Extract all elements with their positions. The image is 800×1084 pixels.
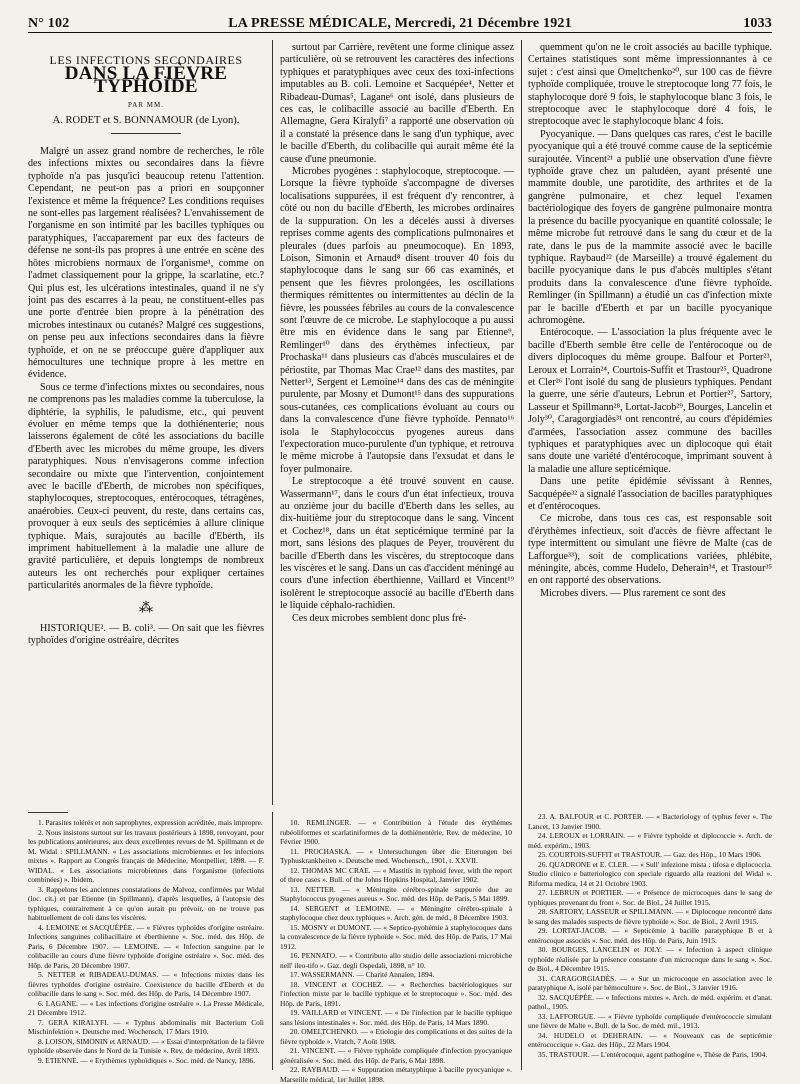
footnote: 24. LEROUX et LORRAIN. — « Fièvre typhoïde et diplococcie ». Arch. de méd. expérim., 1903. bbox=[528, 831, 772, 850]
footnote: 17. WASSERMANN. — Charité Annalen, 1894. bbox=[290, 970, 435, 979]
footnote: 1. Parasites tolérés et non saprophytes, expression acréditée, mais impropre. bbox=[38, 818, 263, 827]
paragraph: Ce microbe, dans tous ces cas, est responsable soit d'érythèmes infectieux, soit d'accès de fièvre affectant le type intermittent ou simulant une fièvre de Malte (cas de Lafforgue³³), soit de complications variées, phlébite, méningite, abcès, comme Hudelo, Deherain³⁴, et Trastour³⁵ en ont rapporté des observations. bbox=[528, 513, 772, 587]
title-rule bbox=[111, 133, 181, 134]
paragraph: Sous ce terme d'infections mixtes ou secondaires, nous ne comprenons pas les maladies comme la tuberculose, la diphtérie, la syphilis, le paludisme, etc., qui peuvent évoluer en même temps que la dothiénenterie; nous laisserons également de côté les associations du bacille d'Eberth avec les microbes du même groupe, les divers paratyphiques. Nous n'envisagerons comme infection secondaire ou mixte que l'intervention, conjointement avec le bacille d'Eberth, de microbes non spécifiques, staphylocoques, streptocoques, entérocoques, tétragènes, anaérobies. Ceux-ci peuvent, du reste, dans certains cas, provoquer à eux seuls des septicémies à allure clinique typhique. Mais, surajoutés au bacille d'Eberth, ils impriment habituellement à la maladie une allure de gravité particulière, et depuis longtemps de nombreux auteurs les ont recherchés pour expliquer certaines particularités anormales de la fièvre typhoïde. bbox=[28, 381, 264, 592]
paragraph: Le streptocoque a été trouvé souvent en cause. Wassermann¹⁷, dans le cours d'un état infectieux, trouva au onzième jour du bacille d'Eberth dans les selles, au dix-huitième jour du streptocoque dans le sang. Vincent et Cochez¹⁸, dans un état septicémique terminé par la mort, sans lésions des plaques de Peyer, trouvèrent du bacille d'Eberth dans les viscères, du streptocoque dans les viscères et le sang. Dans un cas d'accident méningé au cours d'une infection éberthienne, Vaillard et Vincent¹⁹ isolèrent le streptocoque associé au bacille d'Eberth dans le liquide céphalo-rachidien. bbox=[280, 476, 514, 612]
byline-prefix: PAR MM. bbox=[128, 101, 164, 110]
notes-divider bbox=[272, 812, 273, 1070]
paragraph: Entérocoque. — L'association la plus fréquente avec le bacille d'Eberth semble être celle de l'entérocoque ou de divers diplocoques du même groupe. Balfour et Porter²³, Leroux et Lorrain²⁴, Courtois-Suffit et Trastour²⁵, Quadrone et Cler²⁶ l'ont isolé du sang de plusieurs typhiques. Pendant la guerre, une série d'auteurs, Lebrun et Portier²⁷, Sartory, Lasseur et Spillmann²⁸, Lortat-Jacob²⁹, Bourges, Lancelin et Joly³⁰, Caragorgiadès³¹ ont rencontré, au cours d'épidémies d'armées, l'association assez commune des bacilles typhiques et paratyphiques avec un diplocoque qui était sans doute une variété d'entérocoque, imprimant souvent à la maladie une allure septicémique. bbox=[528, 327, 772, 475]
paragraph: quemment qu'on ne le croit associés au bacille typhique. Certaines statistiques sont même impressionnantes à ce sujet : c'est ainsi que Omeltchenko²⁰, sur 100 cas de fièvre typhoïde compliquée, trouve le streptocoque long 77 fois, le staphylocoque doré 9 fois, le staphylocoque blanc 3 fois, le streptocoque avec le staphylocoque doré 4 fois, le streptocoque avec le staphylocoque blanc 4 fois. bbox=[528, 42, 772, 128]
footnote: 13. NETTER. — « Méningite cérébro-spinale suppurée due au Staphylococcus pyogenes aureus ». Soc. méd. des Hôp. de Paris, 5 Mai 1899. bbox=[280, 884, 512, 903]
column-2 bbox=[280, 42, 514, 625]
footnote: 9. ETIENNE. — « Erythèmes typhoïdiques ». Soc. méd. de Nancy, 1896. bbox=[38, 1055, 256, 1065]
paragraph: Dans une petite épidémie sévissant à Rennes, Sacquépée³² a signalé l'association de bacilles paratyphiques et d'entérocoques. bbox=[528, 476, 772, 513]
column-1 bbox=[28, 42, 264, 648]
footnote: 23. A. BALFOUR et C. PORTER. — « Bacteriology of typhus fever ». The Lancet, 13 Janvier 1900. bbox=[528, 812, 772, 831]
footnote: 22. RAYBAUD. — « Suppuration métatyphique à bacille pyocyanique ». Marseille médical, 1er Juillet 1898. bbox=[280, 1065, 512, 1084]
column-divider bbox=[272, 40, 273, 805]
footnotes-column-2 bbox=[280, 818, 512, 1084]
article-title-line2: DANS LA FIÈVRE TYPHOÏDE bbox=[64, 63, 228, 97]
page-header bbox=[28, 12, 772, 42]
footnote: 2. Nous insistons surtout sur les travaux postérieurs à 1898, renvoyant, pour les publications antérieures, aux deux excellentes revues de M. Spillmann et de M. Widal : SPILLMANN. « Les associations microbiennes et les infections mixtes ». Rapport au Congrès français de Médecine, Montpellier, 1898. — F. WIDAL. « Les associations microbiennes dans l'organisme (infections combinées) ». Ibidem. bbox=[28, 827, 264, 884]
paragraph: Microbes pyogènes : staphylocoque, streptocoque. — Lorsque la fièvre typhoïde s'accompagne de diverses localisations suppurées, il est fréquent d'y rencontrer, à côté ou non du bacille d'Eberth, les microbes ordinaires de la suppuration. On les a décelés aussi à diverses reprises comme agents des complications pulmonaires et pleurales (dues parfois au pneumocoque). En 1893, Loison, Simonin et Arnaud⁸ disent trouver 40 fois du staphylocoque dans le sang sur 66 cas examinés, et pensent que les fièvres prolongées, les oscillations thermiques rémittentes ou intermittentes au déclin de la fièvre, les poussées fébriles au cours de la convalescence sont l'œuvre de ce microbe. Le staphylocoque a pu aussi être mis en évidence dans le sang par Etienne⁹, Remlinger¹⁰ dans des érythèmes infectieux, par Prochaska¹¹ dans plusieurs cas d'abcès musculaires et de périostite, par Thomas Mac Crae¹² dans des mastites, par Netter¹³, Sergent et Lemoine¹⁴ dans des cas de méningite purulente, par Mosny et Dumont¹⁵ dans des suppurations sous-cutanées, ces complications évoluant au cours ou dans la convalescence d'une fièvre typhoïde. Pennato¹⁶ isola le Staphylococcus pyogenes aureus dans l'expectoration muco-purulente d'un typhique, et retrouva le même microbe à l'autopsie dans l'exsudat et dans le foyer pulmonaire. bbox=[280, 166, 514, 475]
footnote: 8. LOISON, SIMONIN et ARNAUD. — « Essai d'interprétation de la fièvre typhoïde observée dans le Nord de la Tunisie ». Rev. de médecine, Avril 1893. bbox=[28, 1036, 264, 1055]
issue-number: N° 102 bbox=[28, 16, 70, 31]
footnote: 30. BOURGES, LANCELIN et JOLY. — « Infection à aspect clinique typhoïde réalisée par la présence constante d'un microcoque dans le sang ». Soc. de Biol., 4 Décembre 1915. bbox=[528, 945, 772, 973]
column-3 bbox=[528, 42, 772, 600]
footnote: 14. SERGENT et LEMOINE. — « Méningite cérébro-spinale à staphylocoque chez deux typhiques ». Arch. gén. de méd., 8 Décembre 1903. bbox=[280, 903, 512, 922]
article-title-line1: LES INFECTIONS SECONDAIRES bbox=[49, 53, 243, 67]
footnote: 26. QUADRONE et E. CLER. — « Sull' infezione mista : tifosa e diplococcia. Studio clinico e batteriologico con speciale riguardo alla reazioni del Widal ». Riforma medica, 14 et 21 Octobre 1903. bbox=[528, 859, 772, 888]
paragraph: Microbes divers. — Plus rarement ce sont des bbox=[540, 587, 726, 599]
footnote: 16. PENNATO. — « Contributo allo studio delle associazioni microbiche nell' ileo-tifo ». Gaz. degli Ospedali, 1898, n° 10. bbox=[280, 951, 512, 970]
footnote: 27. LEBRUN et PORTIER. — « Présence de microcoques dans le sang de typhiques provenant du front ». Soc. de Biol., 24 Juillet 1915. bbox=[528, 888, 772, 907]
footnote: 33. LAFFORGUE. — « Fièvre typhoïde compliquée d'entérococcie simulant une fièvre de Malte ». Bull. de la Soc. de méd. mil., 1913. bbox=[528, 1011, 772, 1030]
footnote: 4. LEMOINE et SACQUÉPÉE. — « Fièvres typhoïdes d'origine ostréaire. Infections sanguines colibacillaire et éberthienne ». Soc. méd. des Hôp. de Paris, 6 Décembre 1907. — LEMOINE. — « Infection sanguine par le colibacille au cours d'une fièvre typhoïde d'origine ostréaire ». Soc. méd. des Hôp. de Paris, 20 Décembre 1907. bbox=[28, 922, 264, 970]
footnotes-column-1 bbox=[28, 818, 264, 1065]
footnote: 31. CARAGORGIADÈS. — « Sur un microcoque en association avec le paratyphique A, isolé par hémoculture ». Soc. de Biol., 3 Janvier 1916. bbox=[528, 973, 772, 992]
column-divider bbox=[521, 40, 522, 1070]
paragraph: Pyocyanique. — Dans quelques cas rares, c'est le bacille pyocyanique qui a été trouvé comme cause de la septicémie surajoutée. Vincent²¹ a publié une observation d'une fièvre typhoïde grave chez un paludéen, ayant présenté une mammite double, une parotidite, des arthrites et de la gangrène pulmonaire, et chez lequel l'examen bactériologique des foyers de gangrène pulmonaire montra la présence du bacille pyocyanique en quantité colossale; le même microbe fut retrouvé dans le sang du cœur et de la rate, dans le pus de la mammite associé avec le bacille typhique. Raybaud²² (de Marseille) a trouvé également du bacille pyocyanique dans le pus d'abcès multiples s'étant produits dans la convalescence d'une fièvre typhoïde. Remlinger (in Spillmann) a étudié un cas d'infection mixte par le bacille d'Eberth et par un bacille pyocyanique achromogène. bbox=[528, 128, 772, 326]
footnote: 21. VINCENT. — « Fièvre typhoïde compliquée d'infection pyocyanique généralisée ». Soc. méd. des Hôp. de Paris, 6 Mai 1898. bbox=[280, 1046, 512, 1065]
footnote: 10. REMLINGER. — « Contribution à l'étude des érythèmes rubéoliformes et scarlatiniformes de la dothiénentérie, Rev. de médecine, 10 Février 1900. bbox=[280, 818, 512, 846]
footnote: 5. NETTER et RIBADEAU-DUMAS. — « Infections mixtes dans les fièvres typhoïdes d'origine ostréaire. Coexistence du bacille d'Eberth et du colibacille dans le sang ». Soc. méd. des Hôp. de Paris, 14 Décembre 1907. bbox=[28, 970, 264, 998]
footnote: 18. VINCENT et COCHEZ. — « Recherches bactériologiques sur l'infection mixte par le bacille typhique et le streptocoque ». Soc. méd. des Hôp. de Paris, 1891. bbox=[280, 979, 512, 1008]
footnote: 20. OMELTCHENKO. — « Etiologie des complications et des suites de la fièvre typhoïde ». Vratch, 7 Août 1908. bbox=[280, 1027, 512, 1046]
paragraph: surtout par Carrière, revêtent une forme clinique assez particulière, où se retrouvent les caractères des infections typhiques et paratyphiques avec ceux des toxi-infections imputables au B. coli. Lemoine et Sacquépée⁴, Netter et Ribadeau-Dumas⁵, Lagane⁶ ont isolé, dans plusieurs de ces cas, le colibacille associé au bacille d'Eberth. En Allemagne, Gera Kiralyfi⁷ a rapporté une observation où il a constaté la présence dans le sang d'un typhique, avec le bacille d'Eberth, du colibacille qui aurait même été la cause d'une pneumonie. bbox=[280, 42, 514, 165]
header-rule bbox=[28, 32, 772, 33]
footnote: 25. COURTOIS-SUFFIT et TRASTOUR. — Gaz. des Hôp., 10 Mars 1906. bbox=[538, 850, 762, 859]
footnote: 6. LAGANE. — « Les infections d'origine ostréaire ». La Presse Médicale, 21 Décembre 1912. bbox=[28, 998, 264, 1017]
page-number: 1033 bbox=[743, 16, 772, 31]
footnote: 15. MOSNY et DUMONT. — « Septico-pyohémie à staphylocoques dans la convalescence de la fièvre typhoïde ». Soc. méd. des Hôp. de Paris, 17 Mai 1912. bbox=[280, 922, 512, 951]
footnote: 32. SACQUÉPÉE. — « Infections mixtes ». Arch. de méd. expérim. et d'anat. pathol., 1905. bbox=[528, 992, 772, 1011]
footnotes-column-3 bbox=[528, 812, 772, 1059]
footnote: 35. TRASTOUR. — L'entérocoque, agent pathogène », Thèse de Paris, 1904. bbox=[538, 1049, 768, 1059]
footnote: 28. SARTORY, LASSEUR et SPILLMANN. — « Diplocoque rencontré dans le sang des malades suspects de fièvre typhoïde ». Soc. de Biol., 2 Avril 1915. bbox=[528, 907, 772, 926]
paragraph: Malgré un assez grand nombre de recherches, le rôle des infections mixtes ou secondaires dans la fièvre typhoïde n'a pas jusqu'ici beaucoup retenu l'attention. Cependant, ne peut-on pas a priori en soupçonner l'existence et même la fréquence? Les conditions requises ne sont-elles pas largement réalisées? L'envahissement de l'organisme en son intimité par les bacilles typhiques ou paratyphiques, l'accaparement par eux des facteurs de défense ne sont-ils pas propres à une entrée en scène des hôtes microbiens normaux de l'organisme¹, comme on l'admet classiquement pour la grippe, la scarlatine, etc.? Qui plus est, les ulcérations intestinales, quand il ne s'y joint pas des escarres à la peau, ne constituent-elles pas une porte d'entrée bien propre à la pénétration des microbes intestinaux ou cutanés? Malgré ces suggestions, on pense peu aux infections secondaires dans la fièvre typhoïde, et on ne se préoccupe guère d'appliquer aux hémocultures une technique propre à les mettre en évidence. bbox=[28, 146, 264, 381]
journal-title: LA PRESSE MÉDICALE, Mercredi, 21 Décembre 1921 bbox=[228, 16, 572, 31]
footnote: 11. PROCHASKA. — « Untersuchungen über die Eiterungen bei Typhuskrankheiten ». Deutsche med. Wochensch., 1901, t. XXVII. bbox=[280, 846, 512, 865]
footnote: 29. LORTAT-JACOB. — « Septicémie à bacille paratyphique B et à entérocoque associés ». Soc. méd. des Hôp. de Paris, Juin 1915. bbox=[528, 926, 772, 945]
footnote: 3. Rappelons les anciennes constatations de Malvoz, confirmées par Widal (loc. cit.) et par Etienne (in Spillmann), d'après lesquelles, à l'autopsie des typhiques, contrairement à ce qu'on aurait pu prévoir, on ne trouve pas habituellement de coli dans les viscères. bbox=[28, 884, 264, 922]
article-authors: A. RODET et S. BONNAMOUR (de Lyon). bbox=[52, 114, 240, 126]
footnote: 7. GERA KIRALYFI. — « Typhus abdominalis mit Bacterium Coli Mischinfektion ». Deutsche med. Wochensch, 17 Mars 1910. bbox=[28, 1017, 264, 1036]
footnote: 34. HUDELO et DEHERAIN. — « Nouveaux cas de septicémie entérococcique ». Gaz. des Hôp., 22 Mars 1904. bbox=[528, 1030, 772, 1049]
footnote: 19. VAILLARD et VINCENT. — « De l'infection par le bacille typhique sans lésions intestinales ». Soc. méd. des Hôp. de Paris, 14 Mars 1890. bbox=[280, 1008, 512, 1027]
paragraph: HISTORIQUE². — B. coli³. — On sait que les fièvres typhoïdes d'origine ostréaire, décrites bbox=[28, 623, 264, 647]
footnote-rule bbox=[28, 812, 68, 813]
paragraph: Ces deux microbes semblent donc plus fré- bbox=[292, 612, 467, 624]
article-heading bbox=[28, 54, 264, 127]
section-asterism: ⁂ bbox=[139, 600, 153, 616]
footnote: 12. THOMAS MC CRAE. — « Mastitis in typhoid fever, with the report of three cases ». Bull. of the Johns Hopkins Hospital, Janvier 1902. bbox=[280, 865, 512, 884]
